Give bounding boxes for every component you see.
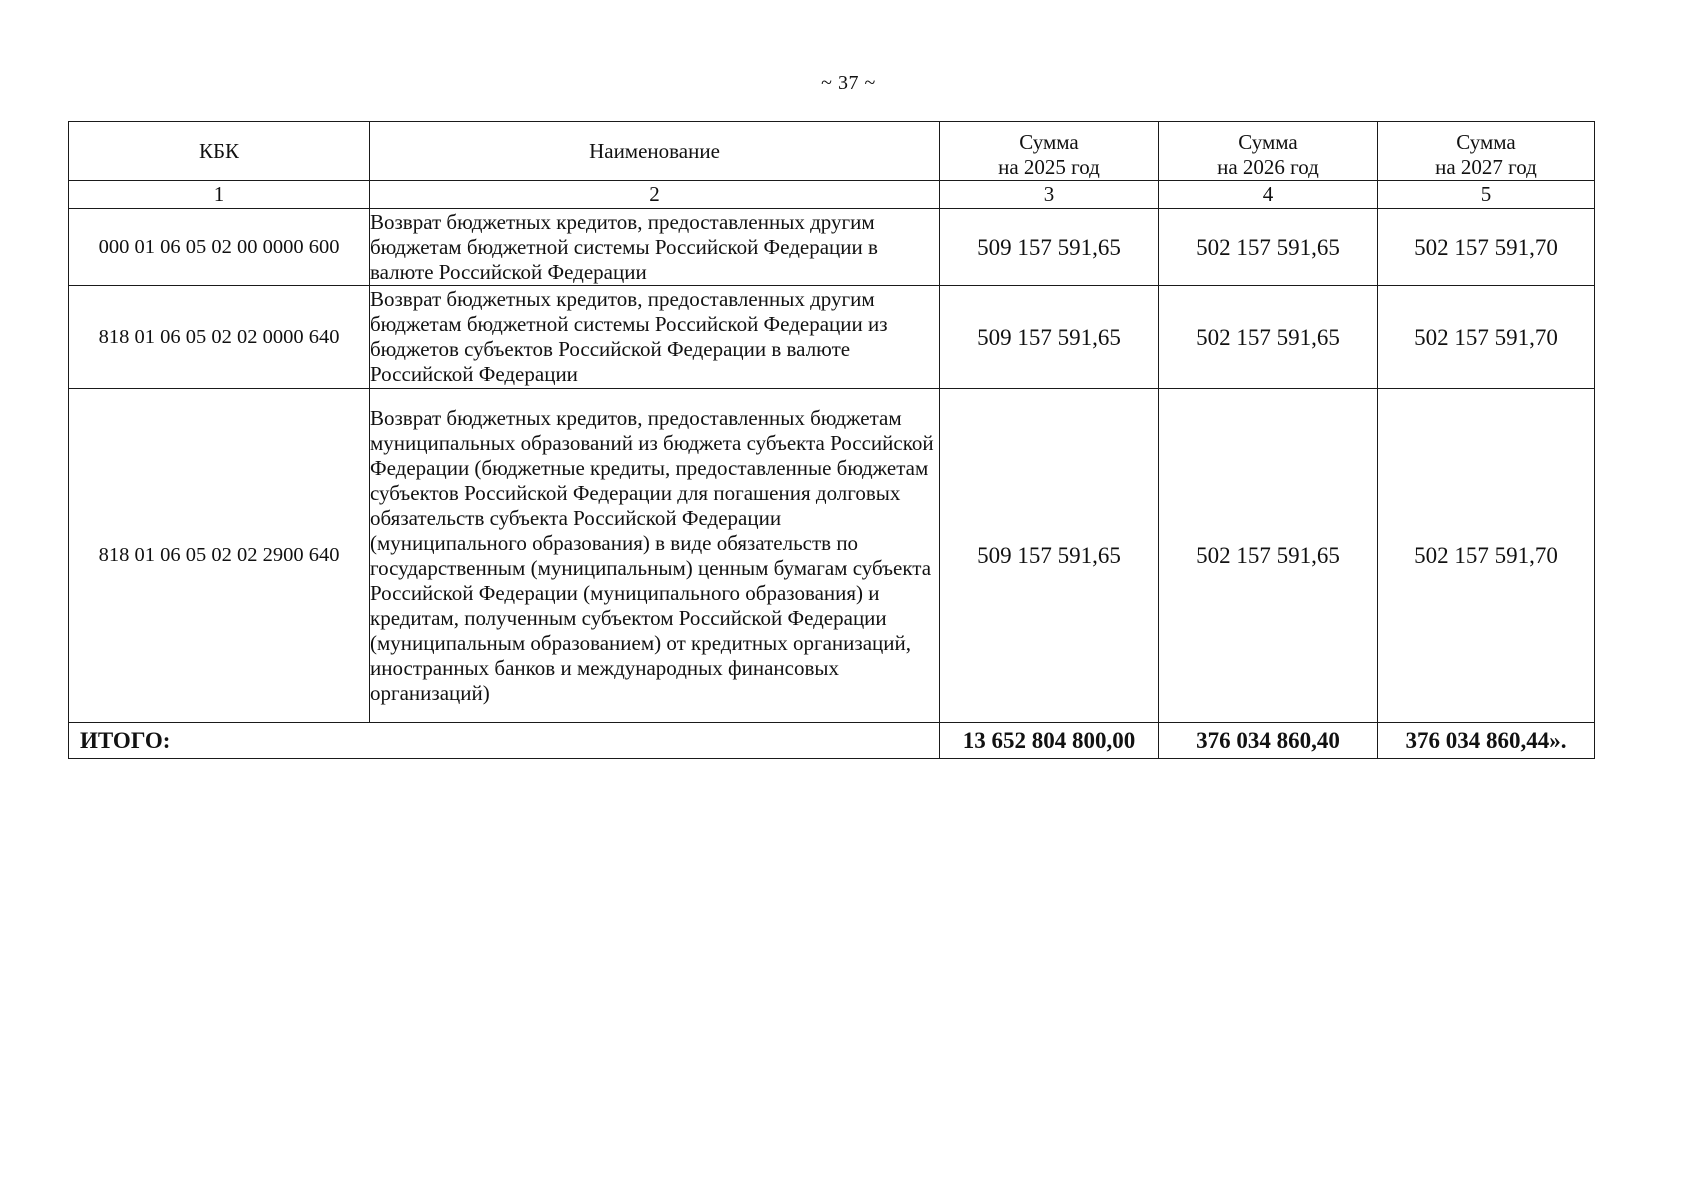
sum-2026-cell: 502 157 591,65	[1159, 389, 1378, 723]
header-sum-2026-line1: Сумма	[1238, 130, 1298, 154]
header-sum-2025	[940, 122, 1159, 181]
column-number-row	[69, 181, 1595, 209]
sum-2027-cell: 502 157 591,70	[1378, 389, 1595, 723]
header-sum-2026-line2: на 2026 год	[1217, 155, 1319, 179]
sum-2026-cell: 502 157 591,65	[1159, 286, 1378, 389]
kbk-cell: 818 01 06 05 02 02 2900 640	[69, 389, 370, 723]
table-row	[69, 209, 1595, 286]
kbk-cell: 818 01 06 05 02 02 0000 640	[69, 286, 370, 389]
sum-2025-cell: 509 157 591,65	[940, 389, 1159, 723]
sum-2026-cell: 502 157 591,65	[1159, 209, 1378, 286]
name-cell: Возврат бюджетных кредитов, предоставленных другим бюджетам бюджетной системы Российской Федерации из бюджетов субъектов Российской Федерации в валюте Российской Федерации	[370, 286, 940, 389]
total-sum-2027: 376 034 860,44».	[1378, 723, 1595, 759]
page-number: ~ 37 ~	[821, 72, 876, 94]
header-sum-2026	[1159, 122, 1378, 181]
total-row	[69, 723, 1595, 759]
sum-2025-cell: 509 157 591,65	[940, 286, 1159, 389]
name-cell: Возврат бюджетных кредитов, предоставленных бюджетам муниципальных образований из бюджета субъекта Российской Федерации (бюджетные кредиты, предоставленные бюджетам субъектов Российской Федерации для погашения долговых обязательств субъекта Российской Федерации (муниципального образования) в виде обязательств по государственным (муниципальным) ценным бумагам субъекта Российской Федерации (муниципального образования) и кредитам, полученным субъектом Российской Федерации (муниципальным образованием) от кредитных организаций, иностранных банков и международных финансовых организаций)	[370, 389, 940, 723]
total-sum-2025: 13 652 804 800,00	[940, 723, 1159, 759]
header-kbk: КБК	[69, 122, 370, 181]
column-number: 2	[370, 181, 940, 209]
sum-2027-cell: 502 157 591,70	[1378, 209, 1595, 286]
table-row	[69, 389, 1595, 723]
budget-table	[68, 121, 1595, 759]
column-number: 5	[1378, 181, 1595, 209]
table-header-row	[69, 122, 1595, 181]
total-label: ИТОГО:	[69, 723, 940, 759]
header-sum-2027-line2: на 2027 год	[1435, 155, 1537, 179]
header-sum-2027-line1: Сумма	[1456, 130, 1516, 154]
kbk-cell: 000 01 06 05 02 00 0000 600	[69, 209, 370, 286]
sum-2027-cell: 502 157 591,70	[1378, 286, 1595, 389]
column-number: 3	[940, 181, 1159, 209]
column-number: 4	[1159, 181, 1378, 209]
header-sum-2027	[1378, 122, 1595, 181]
column-number: 1	[69, 181, 370, 209]
table-row	[69, 286, 1595, 389]
sum-2025-cell: 509 157 591,65	[940, 209, 1159, 286]
total-sum-2026: 376 034 860,40	[1159, 723, 1378, 759]
header-sum-2025-line2: на 2025 год	[998, 155, 1100, 179]
name-cell: Возврат бюджетных кредитов, предоставленных другим бюджетам бюджетной системы Российской Федерации в валюте Российской Федерации	[370, 209, 940, 286]
header-name: Наименование	[370, 122, 940, 181]
header-sum-2025-line1: Сумма	[1019, 130, 1079, 154]
